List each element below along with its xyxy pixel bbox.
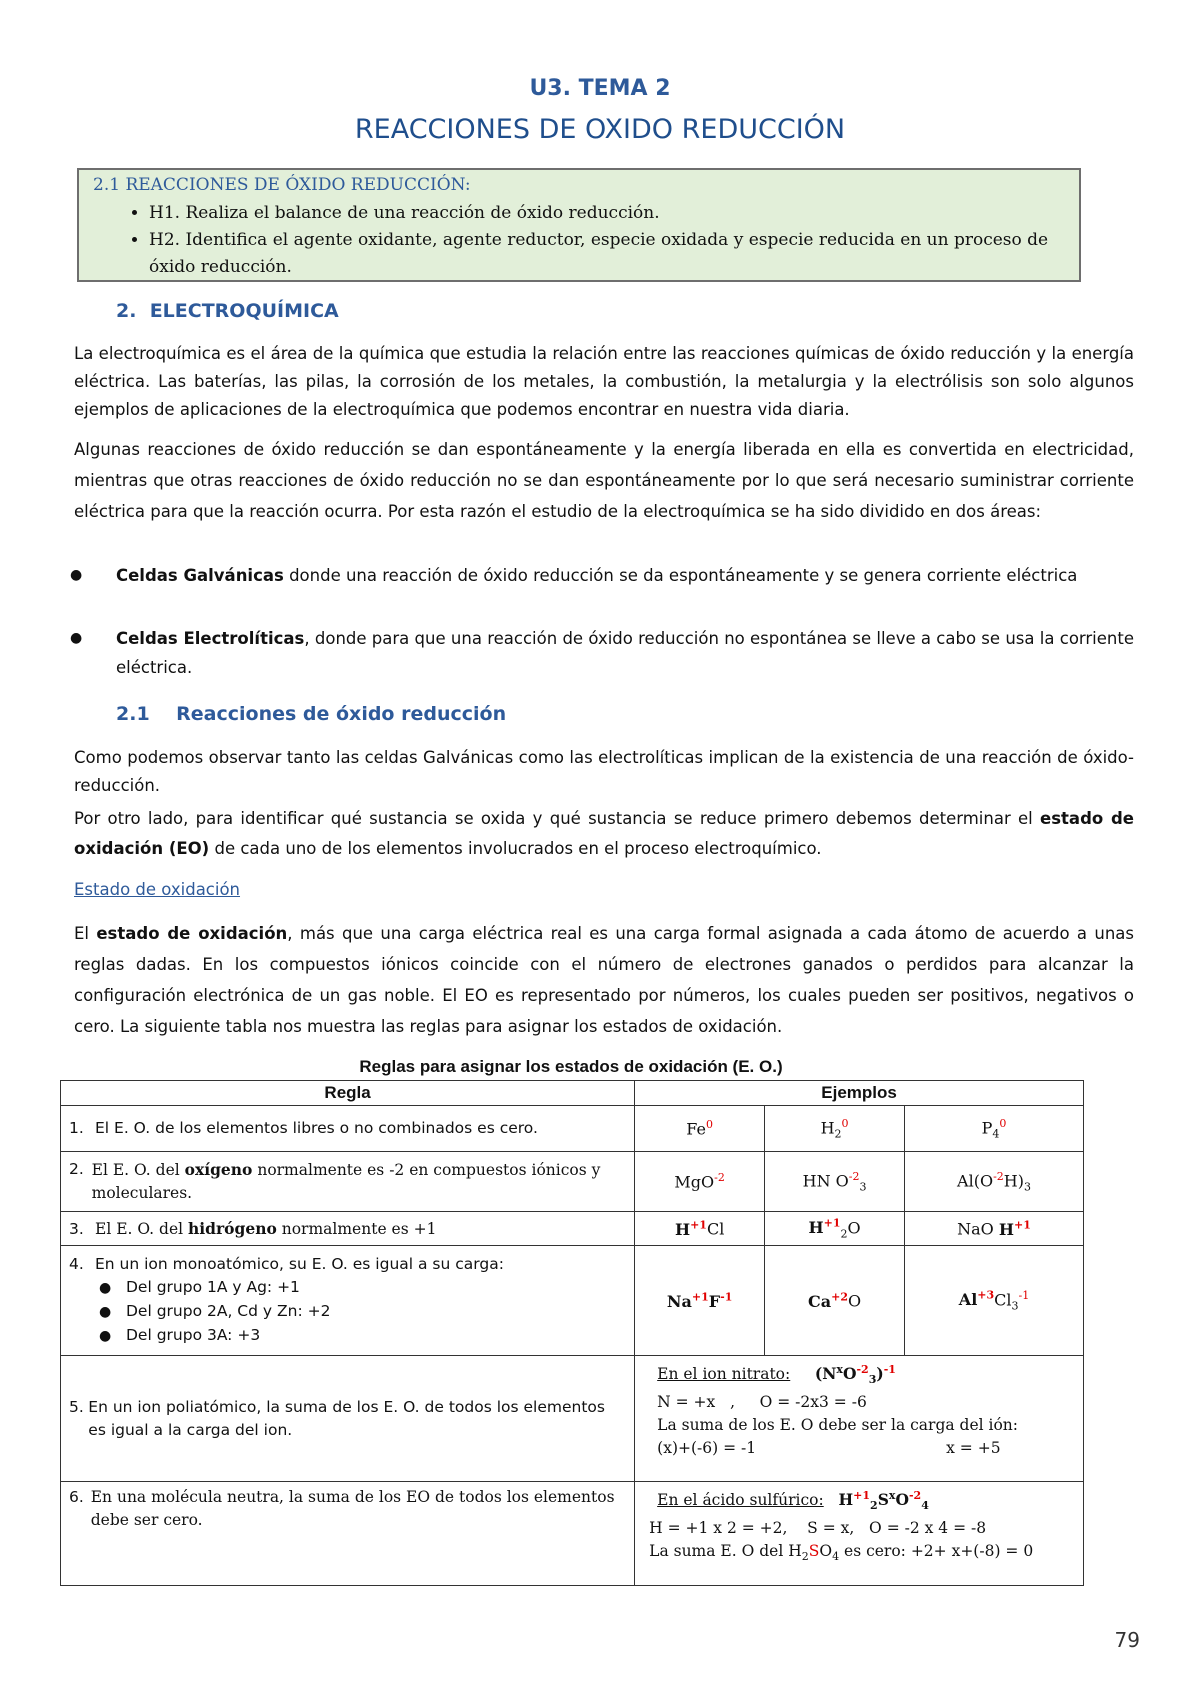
paragraph: Como podemos observar tanto las celdas Galvánicas como las electrolíticas implican de la existencia de una reacción de óxido-reducción. [74,748,1134,795]
table-row [61,1246,1084,1356]
bullet-icon: ● [99,1304,112,1320]
table-row [61,1106,1084,1152]
rule-cell: 3. El E. O. del hidrógeno normalmente es +1 [61,1212,635,1246]
subheading-link[interactable]: Estado de oxidación [74,880,241,899]
example-cell: MgO$^{-2}$ [635,1152,765,1212]
example-cell: $H^{+1}Cl$ [635,1212,765,1246]
bullet-icon: ● [99,1328,112,1344]
section-title: ELECTROQUÍMICA [149,300,339,322]
example-cell: Fe$^0$ [635,1106,765,1152]
bullet-icon: ● [99,1280,112,1296]
rules-table [60,1080,1084,1586]
example-cell: En el ácido sulfúrico: $H^{+1}_2S^xO^{-2}_4$ H = +1 x 2 = +2, S = x, O = -2 x 4 = -8 La suma E. O del $H_2SO_4$ es cero: +2+ x+(-8) = 0 [635,1482,1084,1586]
column-header: Ejemplos [635,1081,1084,1106]
example-cell: NaO $H^{+1}$ [905,1212,1084,1246]
table-row [61,1356,1084,1482]
paragraph: Por otro lado, para identificar qué sustancia se oxida y qué sustancia se reduce primero debemos determinar el estado de oxidación (EO) de cada uno de los elementos involucrados en el proceso electroquímico. [74,809,1134,858]
paragraph: La electroquímica es el área de la química que estudia la relación entre las reacciones químicas de óxido reducción y la energía eléctrica. Las baterías, las pilas, la corrosión de los metales, la combustión, la metalurgia y la electrólisis son solo algunos ejemplos de aplicaciones de la electroquímica que podemos encontrar en nuestra vida diaria. [74,344,1134,419]
objective-item: • H1. Realiza el balance de una reacción de óxido reducción. [149,200,1049,227]
rule-cell: 1. El E. O. de los elementos libres o no combinados es cero. [61,1106,635,1152]
bullet-icon: ● [70,630,83,646]
bullet-item [70,624,1134,682]
table-title: Reglas para asignar los estados de oxidación (E. O.) [359,1057,783,1076]
table-row [61,1212,1084,1246]
section-21-heading [116,703,506,725]
example-cell: $P_4^0$ [905,1106,1084,1152]
bullet-text: donde una reacción de óxido reducción se da espontáneamente y se genera corriente eléctrica [283,566,1078,585]
example-cell: $Al^{+3}Cl_3^{-1}$ [905,1246,1084,1356]
example-cell: $Al(O^{-2}H)_3$ [905,1152,1084,1212]
example-cell: $Ca^{+2}O$ [765,1246,905,1356]
bold-term: estado de oxidación (EO) [74,809,1134,858]
rule-cell: 2. El E. O. del oxígeno normalmente es -2 en compuestos iónicos y moleculares. [61,1152,635,1212]
rule-cell: 4. En un ion monoatómico, su E. O. es igual a su carga: ● Del grupo 1A y Ag: +1 ● Del grupo 2A, Cd y Zn: +2 ● Del grupo 3A: +3 [61,1246,635,1356]
page-number: 79 [1114,1628,1140,1652]
bullet-icon: ● [70,567,83,583]
bold-term: estado de oxidación [96,924,288,943]
page-title: REACCIONES DE OXIDO REDUCCIÓN [354,114,846,145]
paragraph: Algunas reacciones de óxido reducción se dan espontáneamente y la energía liberada en ella es convertida en electricidad, mientras que otras reacciones de óxido reducción no se dan espontáneamente por lo que será necesario suministrar corriente eléctrica para que la reacción ocurra. Por esta razón el estudio de la electroquímica se ha sido dividido en dos áreas: [74,440,1134,521]
bullet-bold: Celdas Galvánicas [116,566,284,585]
example-cell: $Na^{+1}F^{-1}$ [635,1246,765,1356]
bullet-text: , donde para que una reacción de óxido reducción no espontánea se lleve a cabo se usa la corriente eléctrica. [116,629,1135,677]
table-row [61,1152,1084,1212]
paragraph: El estado de oxidación, más que una carga eléctrica real es una carga formal asignada a cada átomo de acuerdo a unas reglas dadas. En los compuestos iónicos coincide con el número de electrones ganados o perdidos para alcanzar la configuración electrónica de un gas noble. El EO es representado por números, los cuales pueden ser positivos, negativos o cero. La siguiente tabla nos muestra las reglas para asignar los estados de oxidación. [74,924,1134,1036]
example-cell: HN $O^{-2}_3$ [765,1152,905,1212]
column-header: Regla [61,1081,635,1106]
section-number: 2.1 [116,703,150,725]
objectives-heading: 2.1 REACCIONES DE ÓXIDO REDUCCIÓN: [93,175,471,195]
bullet-item [70,561,1134,590]
table-row [61,1482,1084,1586]
section-2-heading [116,300,339,322]
example-cell: $H^{+1}_2O$ [765,1212,905,1246]
section-number: 2. [116,300,137,322]
unit-title: U3. TEMA 2 [529,76,671,101]
example-cell: $H_2^0$ [765,1106,905,1152]
bullet-bold: Celdas Electrolíticas [116,629,305,648]
rule-cell: 5. En un ion poliatómico, la suma de los E. O. de todos los elementos es igual a la carga del ion. [61,1356,635,1482]
rule-cell: 6. En una molécula neutra, la suma de los EO de todos los elementos debe ser cero. [61,1482,635,1586]
objective-item: • H2. Identifica el agente oxidante, agente reductor, especie oxidada y especie reducida en un proceso de óxido reducción. [149,227,1049,281]
example-cell: En el ion nitrato: $(N^xO^{-2}_3)^{-1}$ N = +x , O = -2x3 = -6 La suma de los E. O debe ser la carga del ión: (x)+(-6) = -1 x = +5 [635,1356,1084,1482]
section-title: Reacciones de óxido reducción [176,703,507,725]
objectives-box [77,168,1081,282]
